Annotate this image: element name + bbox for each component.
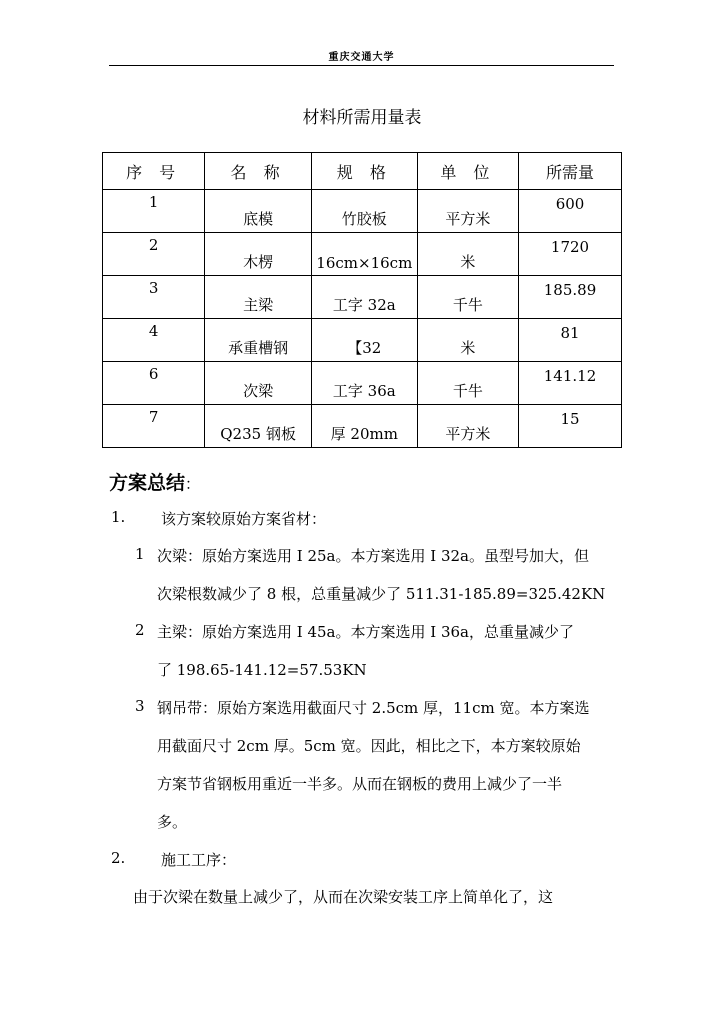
- cell-spec: 竹胶板: [311, 190, 417, 233]
- cell-name: 木楞: [205, 233, 312, 276]
- item-number: 1: [135, 545, 145, 563]
- cell-name: 承重槽钢: [205, 319, 312, 362]
- cell-unit: 平方米: [417, 190, 518, 233]
- cell-unit: 千牛: [417, 362, 518, 405]
- table-row: [103, 190, 622, 233]
- materials-table: [102, 152, 622, 448]
- cell-spec: 【32: [311, 319, 417, 362]
- item-number: 2: [135, 621, 145, 639]
- cell-unit: 米: [417, 233, 518, 276]
- cell-qty: 81: [519, 319, 622, 362]
- cell-qty: 185.89: [519, 276, 622, 319]
- table-row: [103, 276, 622, 319]
- cell-unit: 千牛: [417, 276, 518, 319]
- cell-no: 4: [103, 319, 205, 362]
- cell-no: 6: [103, 362, 205, 405]
- header-rule: [109, 65, 614, 66]
- item-line: 主梁：原始方案选用 I 45a。本方案选用 I 36a，总重量减少了: [157, 623, 574, 641]
- column-header: 名 称: [205, 153, 312, 190]
- cell-qty: 15: [519, 405, 622, 448]
- cell-spec: 工字 32a: [311, 276, 417, 319]
- cell-qty: 600: [519, 190, 622, 233]
- section-number: 1.: [111, 508, 126, 526]
- item-line: 方案节省钢板用重近一半多。从而在钢板的费用上减少了一半: [157, 775, 563, 793]
- item-line: 多。: [157, 813, 188, 831]
- summary-heading-colon: ：: [185, 475, 201, 493]
- item-line: 次梁：原始方案选用 I 25a。本方案选用 I 32a。虽型号加大，但: [157, 547, 589, 565]
- cell-spec: 厚 20mm: [311, 405, 417, 448]
- column-header: 规 格: [311, 153, 417, 190]
- page-header: 重庆交通大学: [328, 52, 395, 63]
- cell-no: 7: [103, 405, 205, 448]
- paragraph-line: 由于次梁在数量上减少了，从而在次梁安装工序上简单化了，这: [133, 888, 554, 906]
- item-line: 了 198.65-141.12=57.53KN: [157, 661, 367, 679]
- cell-unit: 平方米: [417, 405, 518, 448]
- cell-unit: 米: [417, 319, 518, 362]
- column-header: 单 位: [417, 153, 518, 190]
- item-line: 用截面尺寸 2cm 厚。5cm 宽。因此，相比之下，本方案较原始: [157, 737, 581, 755]
- summary-heading-text: 方案总结: [109, 472, 186, 494]
- summary-heading: [109, 468, 200, 495]
- cell-spec: 工字 36a: [311, 362, 417, 405]
- section-title: 该方案较原始方案省材：: [161, 510, 327, 528]
- section-number: 2.: [111, 849, 126, 867]
- cell-no: 1: [103, 190, 205, 233]
- table-row: [103, 405, 622, 448]
- table-row: [103, 233, 622, 276]
- cell-name: 主梁: [205, 276, 312, 319]
- item-line: 钢吊带：原始方案选用截面尺寸 2.5cm 厚，11cm 宽。本方案选: [157, 699, 590, 717]
- cell-qty: 1720: [519, 233, 622, 276]
- column-header: 序 号: [103, 153, 205, 190]
- item-line: 次梁根数减少了 8 根，总重量减少了 511.31-185.89=325.42KN: [157, 585, 606, 603]
- table-title: 材料所需用量表: [302, 108, 422, 128]
- item-number: 3: [135, 697, 145, 715]
- table-row: [103, 362, 622, 405]
- cell-spec: 16cm×16cm: [311, 233, 417, 276]
- cell-name: 次梁: [205, 362, 312, 405]
- table-header-row: [103, 153, 622, 190]
- section-title: 施工工序：: [161, 851, 237, 869]
- table-row: [103, 319, 622, 362]
- cell-no: 2: [103, 233, 205, 276]
- column-header: 所需量: [519, 153, 622, 190]
- cell-name: 底模: [205, 190, 312, 233]
- cell-no: 3: [103, 276, 205, 319]
- cell-qty: 141.12: [519, 362, 622, 405]
- cell-name: Q235 钢板: [205, 405, 312, 448]
